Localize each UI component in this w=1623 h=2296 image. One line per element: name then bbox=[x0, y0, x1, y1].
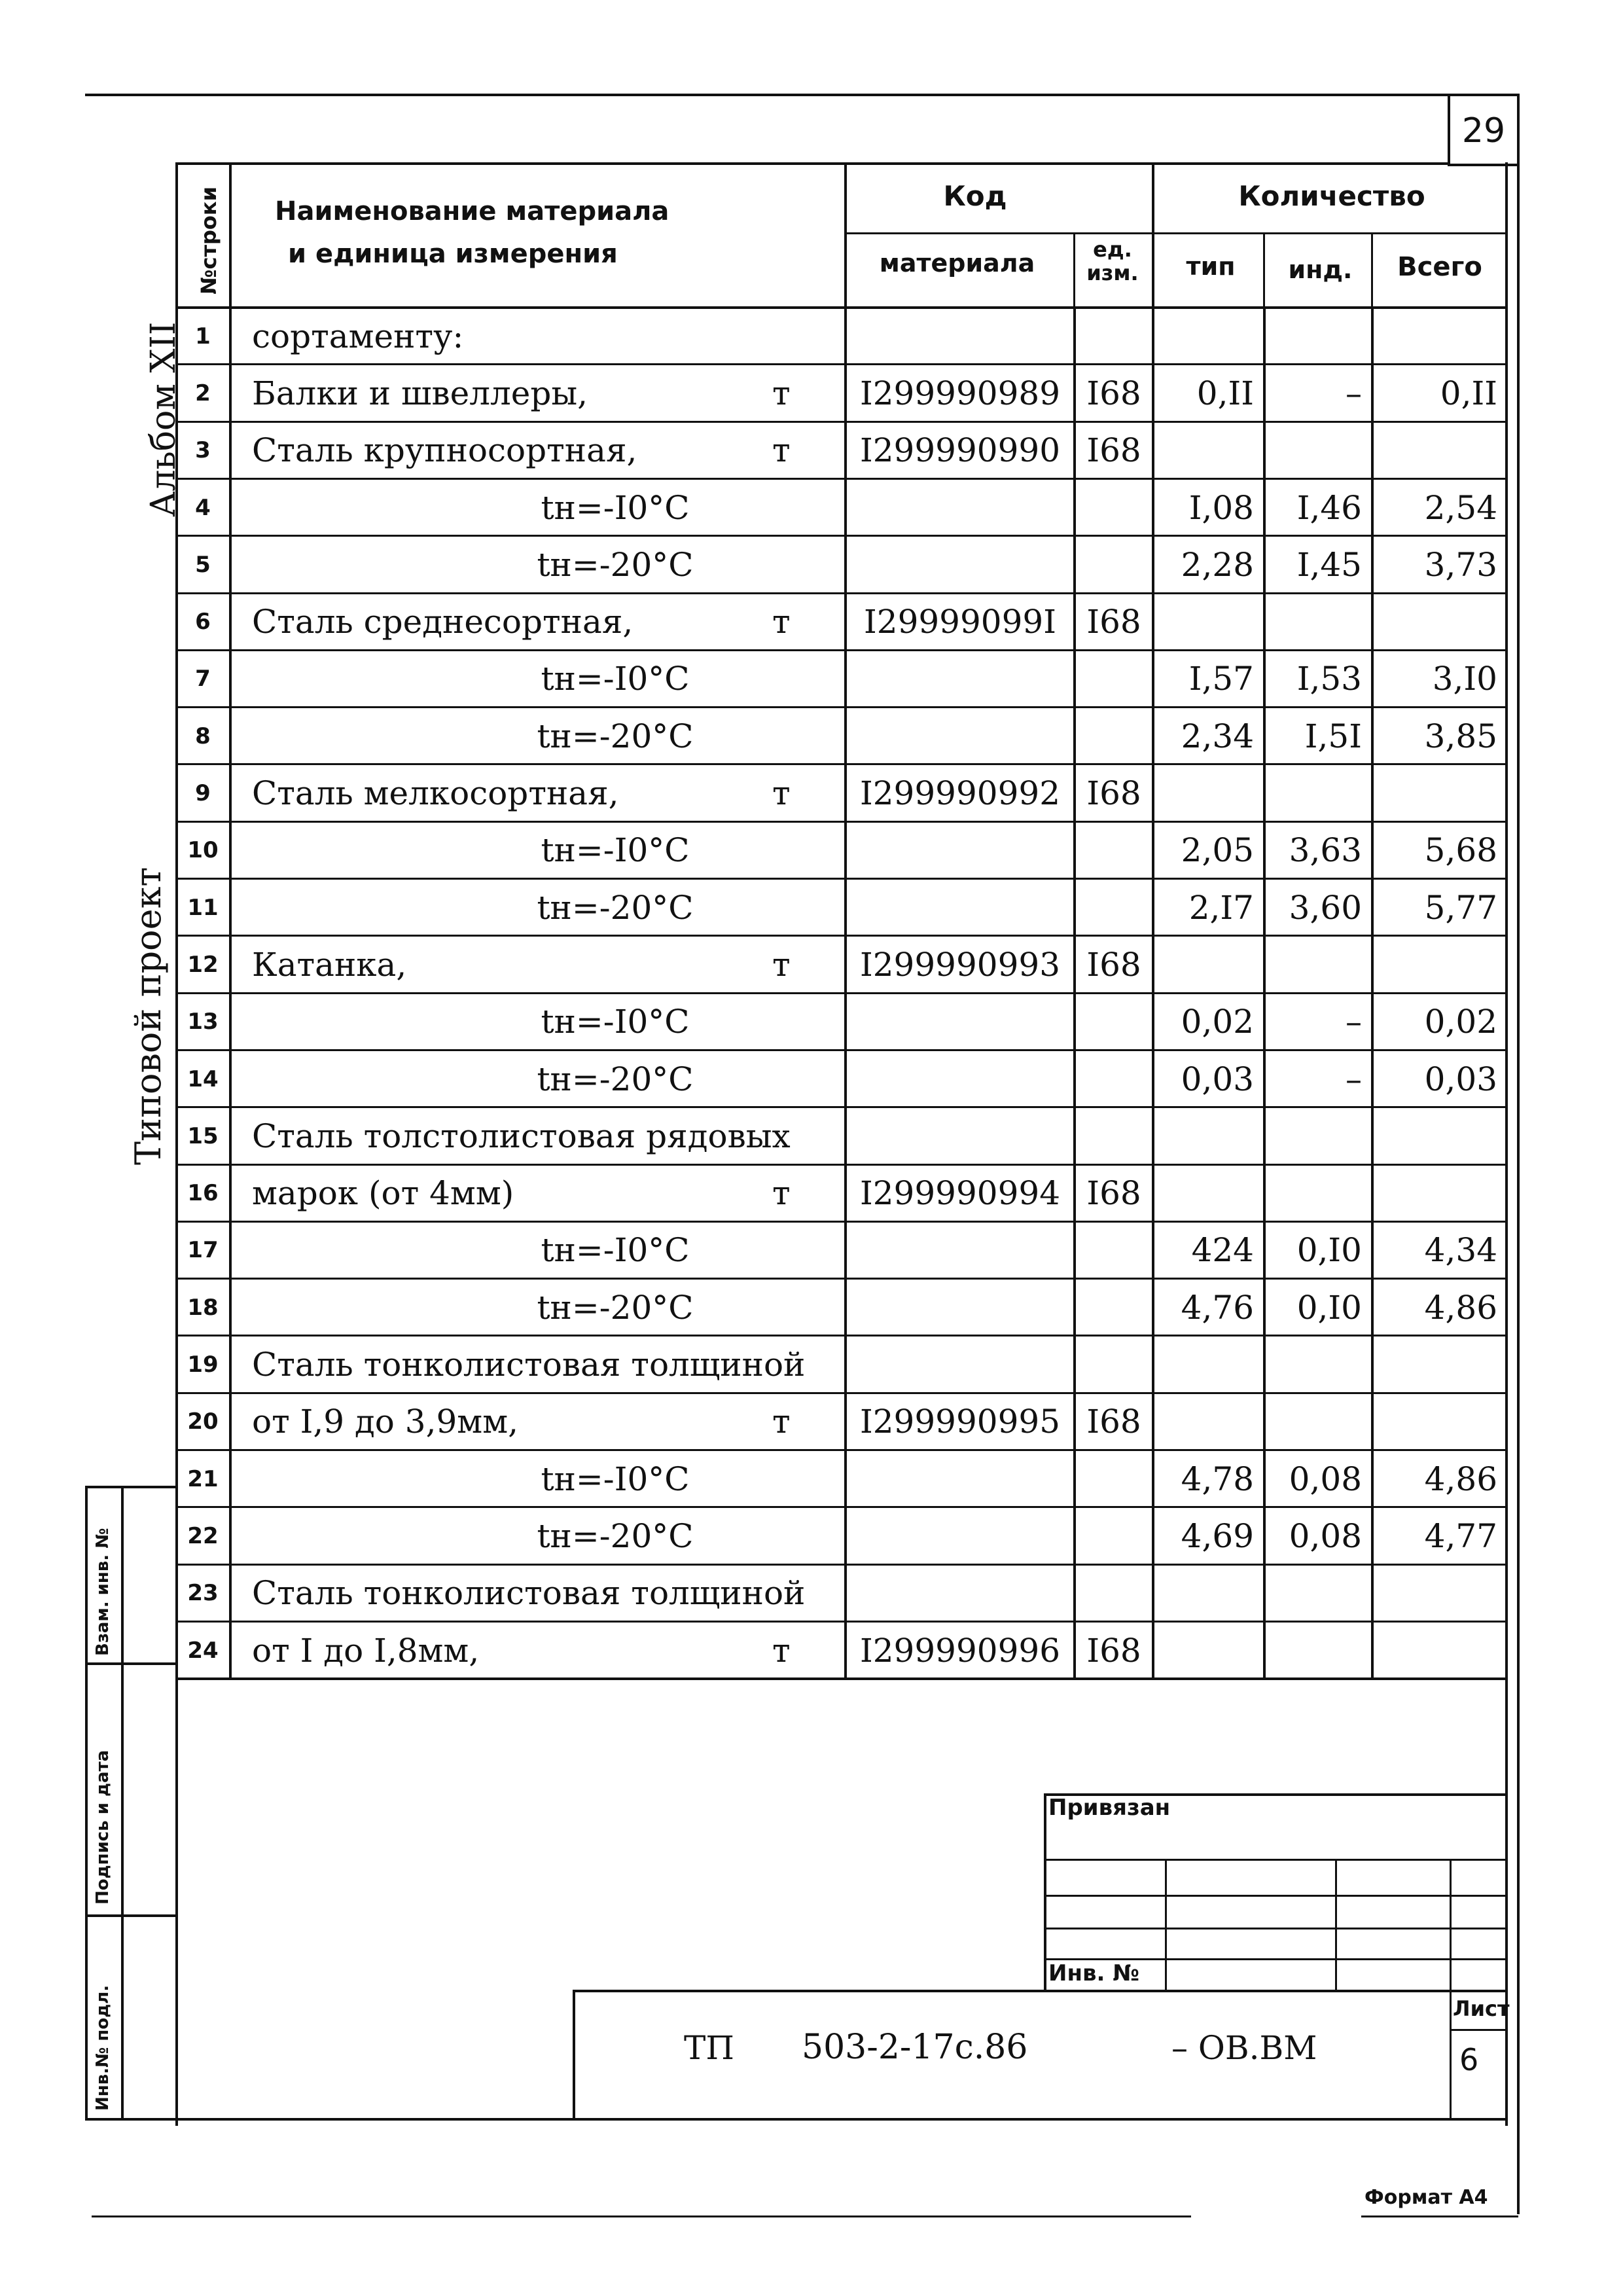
page-number: 29 bbox=[1461, 111, 1506, 151]
header-code-unit-1: ед. bbox=[1093, 237, 1132, 262]
unit-label: т bbox=[772, 1174, 791, 1213]
qty-ind bbox=[1266, 767, 1371, 819]
material-code bbox=[847, 310, 1073, 362]
row-number: 2 bbox=[195, 380, 211, 406]
qty-total: 3,85 bbox=[1424, 717, 1497, 755]
temperature-condition: tн=-20°C bbox=[537, 1060, 694, 1098]
qty-total: 5,77 bbox=[1424, 888, 1497, 927]
row-number: 6 bbox=[195, 609, 211, 636]
material-code bbox=[847, 996, 1073, 1048]
material-code bbox=[847, 710, 1073, 762]
row-number: 17 bbox=[187, 1237, 219, 1264]
row-number: 18 bbox=[187, 1294, 219, 1321]
material-name: от I,9 до 3,9мм, bbox=[252, 1403, 518, 1441]
qty-ind: I,46 bbox=[1296, 488, 1362, 527]
qty-ind bbox=[1266, 1396, 1371, 1448]
temperature-condition: tн=-20°C bbox=[537, 717, 694, 755]
temperature-condition: tн=-I0°C bbox=[541, 1231, 690, 1270]
temperature-condition: tн=-I0°C bbox=[541, 660, 690, 698]
qty-total: 0,03 bbox=[1424, 1060, 1497, 1098]
unit-code bbox=[1076, 310, 1152, 362]
unit-label bbox=[772, 882, 825, 933]
qty-type bbox=[1154, 1624, 1263, 1676]
qty-type: 4,76 bbox=[1181, 1288, 1254, 1327]
margin-field-inv: Инв.№ подл. bbox=[93, 1984, 113, 2111]
temperature-condition: tн=-I0°C bbox=[541, 831, 690, 870]
temperature-condition: tн=-I0°C bbox=[541, 1460, 690, 1498]
qty-total bbox=[1374, 1168, 1507, 1219]
unit-code: I68 bbox=[1086, 1174, 1141, 1213]
unit-label bbox=[772, 482, 825, 533]
unit-label bbox=[772, 1568, 825, 1619]
margin-field-replace: Взам. инв. № bbox=[93, 1528, 113, 1656]
unit-label bbox=[772, 825, 825, 876]
material-code bbox=[847, 653, 1073, 705]
unit-label bbox=[772, 1225, 825, 1276]
unit-code bbox=[1076, 1282, 1152, 1333]
qty-total bbox=[1374, 596, 1507, 648]
qty-type bbox=[1154, 939, 1263, 990]
row-number: 22 bbox=[187, 1522, 219, 1549]
qty-type bbox=[1154, 1396, 1263, 1448]
temperature-condition: tн=-20°C bbox=[537, 1516, 694, 1555]
qty-total bbox=[1374, 1338, 1507, 1390]
project-label: Типовой проект bbox=[128, 867, 169, 1165]
material-name: Сталь крупносортная, bbox=[252, 431, 637, 470]
qty-ind bbox=[1266, 1338, 1371, 1390]
qty-ind: 0,08 bbox=[1289, 1516, 1362, 1555]
qty-ind: 3,60 bbox=[1289, 888, 1362, 927]
row-number: 10 bbox=[187, 837, 219, 864]
row-number: 8 bbox=[195, 723, 211, 749]
qty-total: 0,02 bbox=[1424, 1003, 1497, 1041]
qty-type bbox=[1154, 425, 1263, 476]
qty-type: 2,05 bbox=[1181, 831, 1254, 870]
row-number: 19 bbox=[187, 1352, 219, 1378]
qty-type: 424 bbox=[1191, 1231, 1254, 1270]
unit-code bbox=[1076, 482, 1152, 533]
unit-code bbox=[1076, 1225, 1152, 1276]
unit-label: т bbox=[772, 431, 791, 470]
material-code: I299990989 bbox=[859, 374, 1061, 412]
unit-label bbox=[772, 653, 825, 705]
material-name: от I до I,8мм, bbox=[252, 1631, 480, 1670]
row-number: 23 bbox=[187, 1580, 219, 1607]
qty-ind: 0,I0 bbox=[1296, 1288, 1362, 1327]
qty-type: 2,34 bbox=[1181, 717, 1254, 755]
unit-label: т bbox=[772, 1403, 791, 1441]
qty-type bbox=[1154, 1110, 1263, 1162]
qty-type: 2,28 bbox=[1181, 545, 1254, 584]
qty-total bbox=[1374, 425, 1507, 476]
unit-code bbox=[1076, 710, 1152, 762]
qty-ind bbox=[1266, 1568, 1371, 1619]
material-name: Сталь тонколистовая толщиной bbox=[252, 1346, 806, 1384]
sheet-number: 6 bbox=[1459, 2042, 1479, 2077]
material-code: I299990995 bbox=[859, 1403, 1061, 1441]
qty-ind: – bbox=[1346, 1060, 1362, 1098]
header-code-group: Код bbox=[943, 180, 1007, 212]
row-number: 9 bbox=[195, 780, 211, 807]
header-qty-group: Количество bbox=[1238, 180, 1425, 212]
unit-code bbox=[1076, 653, 1152, 705]
temperature-condition: tн=-20°C bbox=[537, 888, 694, 927]
unit-label bbox=[772, 310, 825, 362]
row-number: 12 bbox=[187, 951, 219, 978]
qty-total: 4,86 bbox=[1424, 1288, 1497, 1327]
qty-type bbox=[1154, 310, 1263, 362]
unit-label bbox=[772, 1510, 825, 1562]
inv-no-label: Инв. № bbox=[1048, 1960, 1140, 1986]
qty-total bbox=[1374, 1110, 1507, 1162]
unit-code: I68 bbox=[1086, 774, 1141, 813]
unit-code bbox=[1076, 1453, 1152, 1505]
qty-total: 3,73 bbox=[1424, 545, 1497, 584]
header-name-line2: и единица измерения bbox=[288, 239, 618, 269]
qty-type: 0,02 bbox=[1181, 1003, 1254, 1041]
qty-type bbox=[1154, 596, 1263, 648]
header-qty-type: тип bbox=[1186, 252, 1236, 281]
header-qty-total: Всего bbox=[1397, 252, 1482, 282]
qty-ind bbox=[1266, 1110, 1371, 1162]
material-code bbox=[847, 1225, 1073, 1276]
qty-type: 2,I7 bbox=[1188, 888, 1254, 927]
unit-label bbox=[772, 1338, 825, 1390]
material-code bbox=[847, 1568, 1073, 1619]
qty-total: 0,II bbox=[1440, 374, 1497, 412]
format-label: Формат А4 bbox=[1364, 2186, 1488, 2209]
qty-ind: – bbox=[1346, 1003, 1362, 1041]
material-name: Сталь тонколистовая толщиной bbox=[252, 1574, 806, 1613]
margin-field-sign: Подпись и дата bbox=[93, 1749, 113, 1905]
qty-total: 4,77 bbox=[1424, 1516, 1497, 1555]
designation-prefix: ТП bbox=[684, 2029, 734, 2067]
qty-type: 4,78 bbox=[1181, 1460, 1254, 1498]
material-name: Сталь среднесортная, bbox=[252, 603, 633, 641]
unit-code bbox=[1076, 1110, 1152, 1162]
qty-ind: – bbox=[1346, 374, 1362, 412]
row-number: 13 bbox=[187, 1009, 219, 1035]
header-code-unit-2: изм. bbox=[1086, 260, 1139, 285]
row-number: 14 bbox=[187, 1066, 219, 1092]
material-code: I299990994 bbox=[859, 1174, 1061, 1213]
material-code bbox=[847, 1053, 1073, 1105]
qty-type bbox=[1154, 767, 1263, 819]
qty-ind: I,5I bbox=[1304, 717, 1362, 755]
qty-total bbox=[1374, 1624, 1507, 1676]
qty-type: I,57 bbox=[1188, 660, 1254, 698]
material-code bbox=[847, 825, 1073, 876]
qty-ind bbox=[1266, 596, 1371, 648]
qty-total: 4,86 bbox=[1424, 1460, 1497, 1498]
unit-code: I68 bbox=[1086, 1631, 1141, 1670]
qty-ind bbox=[1266, 939, 1371, 990]
sheet-label: Лист bbox=[1453, 1996, 1510, 2021]
unit-label: т bbox=[772, 774, 791, 813]
row-number: 11 bbox=[187, 894, 219, 921]
qty-ind bbox=[1266, 425, 1371, 476]
row-number: 16 bbox=[187, 1180, 219, 1207]
header-name-line1: Наименование материала bbox=[275, 196, 669, 226]
row-number: 5 bbox=[195, 551, 211, 578]
designation-code: 503-2-17с.86 bbox=[802, 2028, 1028, 2067]
unit-code: I68 bbox=[1086, 945, 1141, 984]
qty-ind: I,53 bbox=[1296, 660, 1362, 698]
unit-label bbox=[772, 996, 825, 1048]
qty-total: 4,34 bbox=[1424, 1231, 1497, 1270]
unit-code bbox=[1076, 825, 1152, 876]
unit-code: I68 bbox=[1086, 1403, 1141, 1441]
material-name: марок (от 4мм) bbox=[252, 1174, 514, 1213]
row-number: 1 bbox=[195, 323, 211, 350]
unit-label: т bbox=[772, 374, 791, 412]
qty-ind bbox=[1266, 1168, 1371, 1219]
qty-ind bbox=[1266, 310, 1371, 362]
unit-code bbox=[1076, 1053, 1152, 1105]
unit-label bbox=[772, 1053, 825, 1105]
material-code bbox=[847, 539, 1073, 590]
material-code bbox=[847, 482, 1073, 533]
material-code: I299990992 bbox=[859, 774, 1061, 813]
unit-code bbox=[1076, 539, 1152, 590]
qty-type bbox=[1154, 1568, 1263, 1619]
qty-ind bbox=[1266, 1624, 1371, 1676]
material-code bbox=[847, 1510, 1073, 1562]
material-code: I299990993 bbox=[859, 945, 1061, 984]
material-name: сортаменту: bbox=[252, 317, 464, 355]
temperature-condition: tн=-20°C bbox=[537, 545, 694, 584]
unit-label: т bbox=[772, 603, 791, 641]
album-label: Альбом XII bbox=[144, 321, 183, 517]
row-number: 4 bbox=[195, 494, 211, 521]
material-code: I299990996 bbox=[859, 1631, 1061, 1670]
designation-suffix: – ОВ.ВМ bbox=[1171, 2029, 1317, 2067]
qty-total: 5,68 bbox=[1424, 831, 1497, 870]
material-code: I29999099I bbox=[864, 603, 1056, 641]
row-number: 24 bbox=[187, 1637, 219, 1664]
unit-label: т bbox=[772, 945, 791, 984]
row-number: 15 bbox=[187, 1122, 219, 1149]
qty-ind: I,45 bbox=[1296, 545, 1362, 584]
unit-label bbox=[772, 1110, 825, 1162]
row-number: 20 bbox=[187, 1408, 219, 1435]
qty-ind: 0,I0 bbox=[1296, 1231, 1362, 1270]
unit-code: I68 bbox=[1086, 374, 1141, 412]
unit-code bbox=[1076, 996, 1152, 1048]
header-row-no: №строки bbox=[196, 186, 221, 295]
qty-type: 4,69 bbox=[1181, 1516, 1254, 1555]
unit-code: I68 bbox=[1086, 603, 1141, 641]
unit-label: т bbox=[772, 1631, 791, 1670]
material-name: Сталь мелкосортная, bbox=[252, 774, 619, 813]
qty-total bbox=[1374, 767, 1507, 819]
qty-ind: 0,08 bbox=[1289, 1460, 1362, 1498]
unit-code: I68 bbox=[1086, 431, 1141, 470]
unit-label bbox=[772, 1453, 825, 1505]
temperature-condition: tн=-I0°C bbox=[541, 1003, 690, 1041]
material-code bbox=[847, 882, 1073, 933]
unit-code bbox=[1076, 1510, 1152, 1562]
header-code-material: материала bbox=[879, 249, 1035, 278]
unit-label bbox=[772, 710, 825, 762]
material-code bbox=[847, 1338, 1073, 1390]
row-number: 21 bbox=[187, 1465, 219, 1492]
material-name: Катанка, bbox=[252, 945, 407, 984]
material-code bbox=[847, 1282, 1073, 1333]
qty-total bbox=[1374, 1568, 1507, 1619]
qty-total: 3,I0 bbox=[1432, 660, 1497, 698]
header-qty-ind: инд. bbox=[1288, 255, 1353, 284]
temperature-condition: tн=-I0°C bbox=[541, 488, 690, 527]
qty-type: 0,II bbox=[1196, 374, 1254, 412]
qty-type: I,08 bbox=[1188, 488, 1254, 527]
material-name: Сталь толстолистовая рядовых bbox=[252, 1117, 791, 1155]
row-number: 3 bbox=[195, 437, 211, 464]
qty-type bbox=[1154, 1338, 1263, 1390]
unit-label bbox=[772, 1282, 825, 1333]
unit-label bbox=[772, 539, 825, 590]
qty-total bbox=[1374, 1396, 1507, 1448]
material-name: Балки и швеллеры, bbox=[252, 374, 588, 412]
unit-code bbox=[1076, 1568, 1152, 1619]
material-code bbox=[847, 1110, 1073, 1162]
bound-label: Привязан bbox=[1048, 1795, 1171, 1821]
qty-total bbox=[1374, 939, 1507, 990]
material-code bbox=[847, 1453, 1073, 1505]
row-number: 7 bbox=[195, 666, 211, 692]
qty-type: 0,03 bbox=[1181, 1060, 1254, 1098]
qty-ind: 3,63 bbox=[1289, 831, 1362, 870]
qty-total bbox=[1374, 310, 1507, 362]
qty-type bbox=[1154, 1168, 1263, 1219]
unit-code bbox=[1076, 1338, 1152, 1390]
material-code: I299990990 bbox=[859, 431, 1061, 470]
unit-code bbox=[1076, 882, 1152, 933]
qty-total: 2,54 bbox=[1424, 488, 1497, 527]
temperature-condition: tн=-20°C bbox=[537, 1288, 694, 1327]
